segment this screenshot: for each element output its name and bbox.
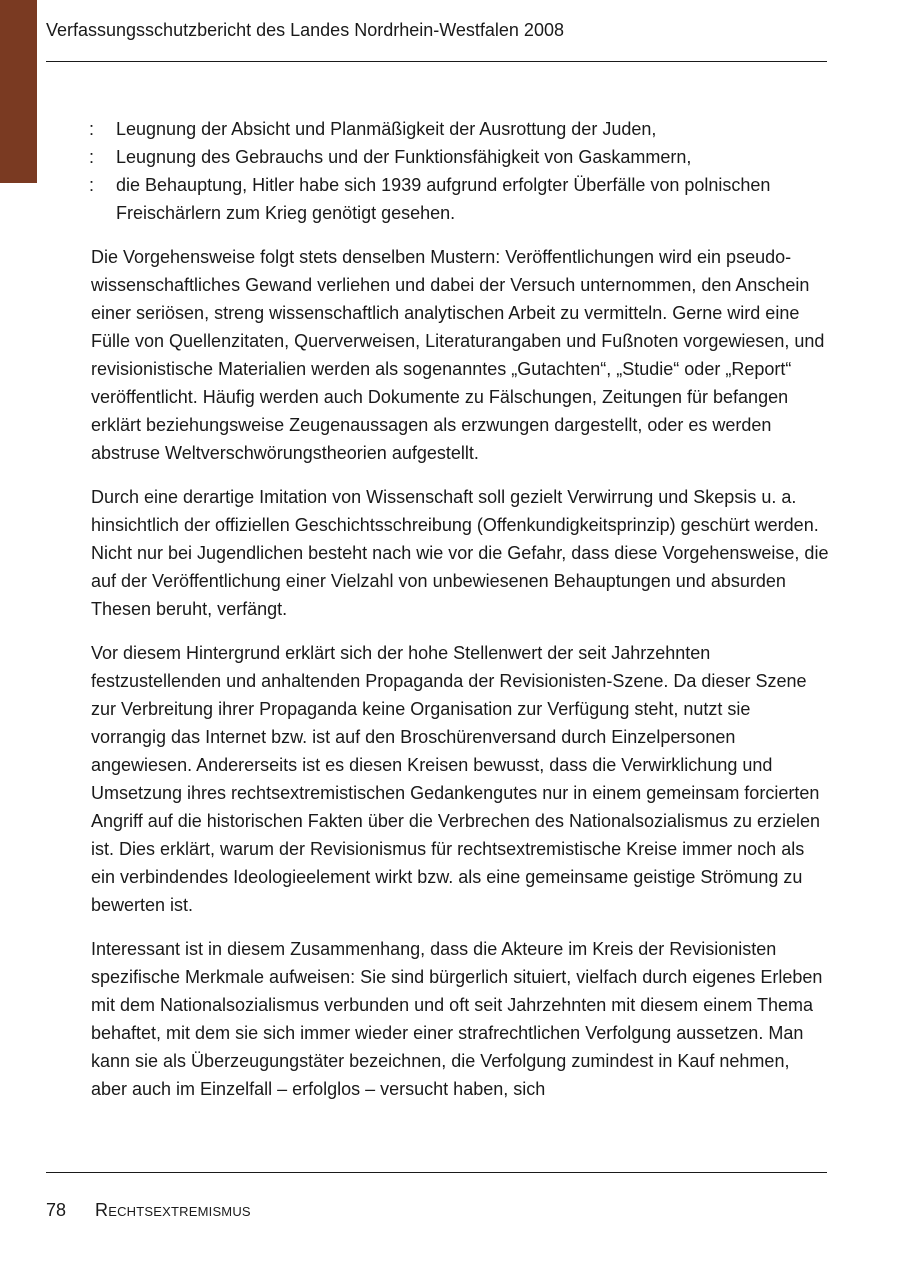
section-title: Rechtsextremismus (95, 1200, 251, 1220)
list-item (91, 143, 829, 171)
bullet-marker: : (89, 175, 95, 195)
list-item (91, 115, 829, 143)
header-divider (46, 61, 827, 62)
paragraph: Vor diesem Hintergrund erklärt sich der hohe Stellenwert der seit Jahrzehnten festzustellenden und anhaltenden Propaganda der Revisionisten-Szene. Da dieser Szene zur Verbreitung ihrer Propaganda keine Organisation zur Verfügung steht, nutzt sie vorrangig das Internet bzw. ist auf den Broschürenversand durch Einzelpersonen angewiesen. Andererseits ist es diesen Kreisen bewusst, dass die Verwirklichung und Umsetzung ihres rechtsextremistischen Gedankengutes nur in einem gemeinsam forcierten Angriff auf die historischen Fakten über die Verbrechen des Nationalsozialismus zu erzielen ist. Dies erklärt, warum der Revisionismus für rechtsextremistische Kreise immer noch als ein verbindendes Ideologieelement wirkt bzw. als eine gemeinsame geistige Strömung zu bewerten ist. (91, 643, 821, 915)
bullet-marker: : (89, 119, 95, 139)
paragraph: Durch eine derartige Imitation von Wissenschaft soll gezielt Verwirrung und Skepsis u. a. hinsichtlich der offiziellen Geschichtsschreibung (Offenkundigkeitsprinzip) geschürt werden. Nicht nur bei Jugendlichen besteht nach wie vor die Gefahr, dass diese Vorgehensweise, die auf der Veröffentlichung einer Vielzahl von unbewiesenen Behauptungen und absurden Thesen beruht, verfängt. (91, 487, 829, 619)
list-item (91, 171, 829, 227)
footer-divider (46, 1172, 827, 1173)
page-number: 78 (46, 1200, 67, 1220)
bullet-list (91, 115, 829, 227)
page-header-title: Verfassungsschutzbericht des Landes Nordrhein-Westfalen 2008 (46, 20, 564, 40)
bullet-marker: : (89, 147, 95, 167)
chapter-tab (0, 0, 37, 183)
main-content (91, 115, 829, 1119)
list-item-text: die Behauptung, Hitler habe sich 1939 aufgrund erfolgter Überfälle von polnischen Freischärlern zum Krieg genötigt gesehen. (116, 175, 771, 223)
paragraph: Interessant ist in diesem Zusammenhang, dass die Akteure im Kreis der Revisionisten spezifische Merkmale aufweisen: Sie sind bürgerlich situiert, vielfach durch eigenes Erleben mit dem Nationalsozialismus verbunden und oft seit Jahrzehnten mit diesem einem Thema behaftet, mit dem sie sich immer wieder einer strafrechtlichen Verfolgung aussetzen. Man kann sie als Überzeugungstäter bezeichnen, die Verfolgung zumindest in Kauf nehmen, aber auch im Einzelfall – erfolglos – versucht haben, sich (91, 939, 823, 1099)
list-item-text: Leugnung der Absicht und Planmäßigkeit der Ausrottung der Juden, (116, 119, 657, 139)
list-item-text: Leugnung des Gebrauchs und der Funktionsfähigkeit von Gaskammern, (116, 147, 692, 167)
paragraph: Die Vorgehensweise folgt stets denselben Mustern: Veröffentlichungen wird ein pseudo-wissenschaftliches Gewand verliehen und dabei der Versuch unternommen, den Anschein einer seriösen, streng wissenschaftlich analytischen Arbeit zu vermitteln. Gerne wird eine Fülle von Quellenzitaten, Querverweisen, Literaturangaben und Fußnoten vorgewiesen, und revisionistische Materialien werden als sogenanntes „Gutachten“, „Studie“ oder „Report“ veröffentlicht. Häufig werden auch Dokumente zu Fälschungen, Zeitungen für befangen erklärt beziehungsweise Zeugenaussagen als erzwungen dargestellt, oder es werden abstruse Weltverschwörungstheorien aufgestellt. (91, 247, 825, 463)
